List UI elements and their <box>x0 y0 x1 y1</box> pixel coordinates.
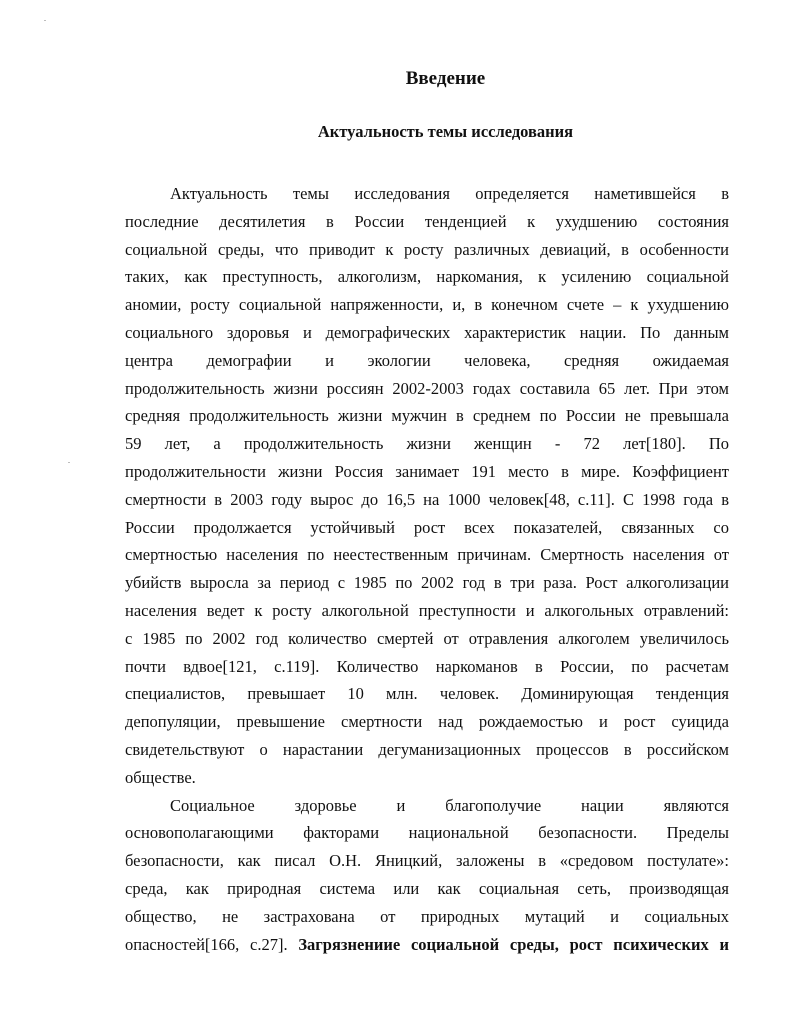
text-line: убийств выросла за период с 1985 по 2002 год в три раза. Рост алкоголизации <box>125 573 729 593</box>
text-line: среда, как природная система или как социальная сеть, производящая <box>125 878 729 898</box>
text-line: депопуляции, превышение смертности над рождаемостью и рост суицида <box>125 712 729 732</box>
text-line: социального здоровья и демографических характеристик нации. По данным <box>125 322 729 342</box>
text-line: таких, как преступность, алкоголизм, наркомания, к усилению социальной <box>125 267 729 287</box>
text-line: 59 лет, а продолжительность жизни женщин - 72 лет[180]. По <box>125 434 729 454</box>
page-title: Введение <box>405 68 486 89</box>
text-line: общество, не застрахована от природных мутаций и социальных <box>125 906 729 926</box>
text-line: Социальное здоровье и благополучие нации являются <box>170 795 729 815</box>
text-line: Актуальность темы исследования определяется наметившейся в <box>170 184 729 203</box>
text-line: аномии, росту социальной напряженности, и, в конечном счете – к ухудшению <box>125 295 729 315</box>
text-line: продолжительность жизни россиян 2002-2003 годах составила 65 лет. При этом <box>125 378 729 398</box>
text-line: последние десятилетия в России тенденцией к ухудшению состояния <box>125 211 729 231</box>
section-subtitle: Актуальность темы исследования <box>317 122 574 141</box>
body-text <box>125 180 729 958</box>
text-run: опасностей[166, с.27]. <box>125 934 288 954</box>
text-line: смертностью населения по неестественным причинам. Смертность населения от <box>125 545 729 565</box>
text-line: обществе. <box>125 767 196 787</box>
text-line: средняя продолжительность жизни мужчин в среднем по России не превышала <box>125 406 729 426</box>
scan-speck <box>44 20 46 21</box>
bold-text-run: Загрязнениие социальной среды, рост психических и <box>287 934 730 954</box>
text-line: основополагающими факторами национальной безопасности. Пределы <box>125 823 729 843</box>
paragraph-1 <box>125 180 729 792</box>
text-line: продолжительности жизни Россия занимает 191 место в мире. Коэффициент <box>125 461 729 481</box>
text-line: безопасности, как писал О.Н. Яницкий, заложены в «средовом постулате»: <box>125 851 729 871</box>
text-line: населения ведет к росту алкогольной преступности и алкогольных отравлений: <box>125 600 729 620</box>
text-line: с 1985 по 2002 год количество смертей от отравления алкоголем увеличилось <box>125 628 729 648</box>
text-line: социальной среды, что приводит к росту различных девиаций, в особенности <box>125 239 729 259</box>
text-line: почти вдвое[121, с.119]. Количество наркоманов в России, по расчетам <box>125 656 729 676</box>
text-line: свидетельствуют о нарастании дегуманизационных процессов в российском <box>125 739 729 759</box>
text-line: смертности в 2003 году вырос до 16,5 на 1000 человек[48, с.11]. С 1998 года в <box>125 489 729 509</box>
paragraph-2 <box>125 792 729 959</box>
text-line-mixed <box>125 931 729 959</box>
text-line: России продолжается устойчивый рост всех показателей, связанных со <box>125 517 729 537</box>
text-line: центра демографии и экологии человека, средняя ожидаемая <box>125 350 729 370</box>
text-line: специалистов, превышает 10 млн. человек. Доминирующая тенденция <box>125 684 729 704</box>
scan-speck <box>68 462 70 463</box>
